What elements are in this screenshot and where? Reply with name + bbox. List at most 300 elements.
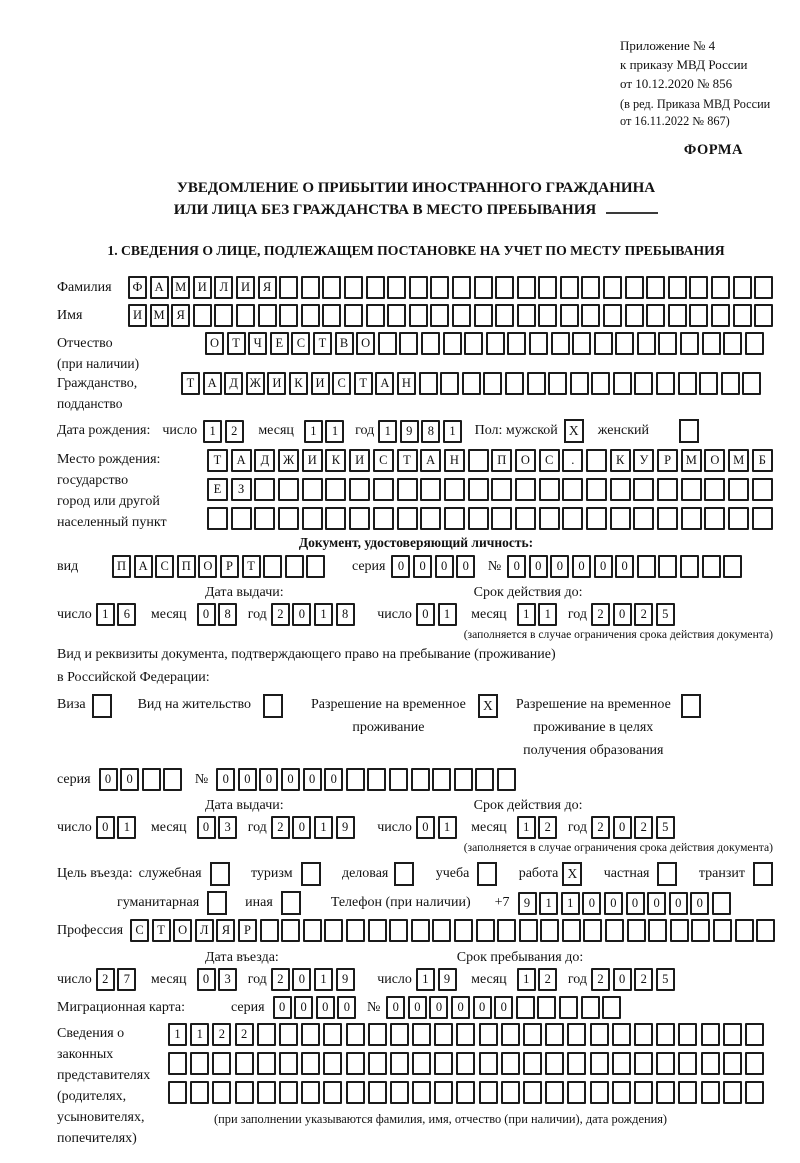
char-cell[interactable]: 0 — [613, 816, 632, 839]
char-cell[interactable] — [657, 478, 678, 501]
char-cell[interactable] — [668, 276, 687, 299]
char-cell[interactable] — [214, 304, 233, 327]
char-cell[interactable] — [723, 1052, 742, 1075]
char-cell[interactable]: Т — [354, 372, 373, 395]
char-cell[interactable] — [572, 332, 591, 355]
char-cell[interactable] — [434, 1023, 453, 1046]
char-cell[interactable] — [516, 996, 535, 1019]
char-cell[interactable]: 1 — [539, 892, 558, 915]
char-cell[interactable]: 0 — [647, 892, 666, 915]
char-cell[interactable] — [278, 507, 299, 530]
char-cell[interactable] — [397, 507, 418, 530]
char-cell[interactable] — [468, 449, 489, 472]
char-cell[interactable] — [668, 304, 687, 327]
char-cell[interactable] — [625, 304, 644, 327]
char-cell[interactable]: У — [633, 449, 654, 472]
char-cell[interactable]: 0 — [292, 603, 311, 626]
char-cell[interactable] — [752, 507, 773, 530]
char-cell[interactable] — [713, 919, 732, 942]
char-cell[interactable] — [456, 1052, 475, 1075]
char-cell[interactable]: 0 — [615, 555, 634, 578]
doc-kind-cells[interactable] — [112, 555, 328, 578]
doc-valid-month-cells[interactable] — [517, 603, 560, 626]
char-cell[interactable] — [301, 276, 320, 299]
char-cell[interactable] — [689, 276, 708, 299]
char-cell[interactable] — [190, 1052, 209, 1075]
char-cell[interactable]: 5 — [656, 603, 675, 626]
char-cell[interactable]: Т — [207, 449, 228, 472]
char-cell[interactable]: 2 — [634, 968, 653, 991]
char-cell[interactable]: 7 — [117, 968, 136, 991]
char-cell[interactable] — [658, 332, 677, 355]
char-cell[interactable] — [539, 507, 560, 530]
char-cell[interactable]: И — [267, 372, 286, 395]
char-cell[interactable] — [745, 332, 764, 355]
char-cell[interactable]: З — [231, 478, 252, 501]
char-cell[interactable]: 2 — [591, 603, 610, 626]
char-cell[interactable] — [545, 1081, 564, 1104]
char-cell[interactable]: Л — [214, 276, 233, 299]
char-cell[interactable]: С — [130, 919, 149, 942]
char-cell[interactable] — [263, 555, 282, 578]
char-cell[interactable]: П — [112, 555, 131, 578]
char-cell[interactable] — [411, 919, 430, 942]
char-cell[interactable]: Я — [216, 919, 235, 942]
char-cell[interactable]: П — [177, 555, 196, 578]
char-cell[interactable] — [497, 919, 516, 942]
char-cell[interactable]: 0 — [197, 968, 216, 991]
char-cell[interactable]: А — [203, 372, 222, 395]
purpose-work-checkbox[interactable]: X — [562, 862, 582, 886]
char-cell[interactable] — [678, 372, 697, 395]
char-cell[interactable] — [323, 1052, 342, 1075]
char-cell[interactable] — [409, 304, 428, 327]
char-cell[interactable] — [704, 507, 725, 530]
birthplace-row1-cells[interactable] — [207, 449, 776, 472]
char-cell[interactable] — [390, 1052, 409, 1075]
char-cell[interactable] — [279, 1052, 298, 1075]
char-cell[interactable] — [581, 276, 600, 299]
char-cell[interactable] — [723, 555, 742, 578]
char-cell[interactable]: 1 — [416, 968, 435, 991]
char-cell[interactable]: Л — [195, 919, 214, 942]
char-cell[interactable] — [257, 1023, 276, 1046]
char-cell[interactable]: 0 — [550, 555, 569, 578]
char-cell[interactable] — [434, 1081, 453, 1104]
char-cell[interactable] — [483, 372, 502, 395]
char-cell[interactable]: 1 — [538, 603, 557, 626]
char-cell[interactable]: 1 — [438, 816, 457, 839]
char-cell[interactable] — [302, 507, 323, 530]
char-cell[interactable]: Т — [152, 919, 171, 942]
char-cell[interactable] — [728, 478, 749, 501]
char-cell[interactable]: 1 — [517, 968, 536, 991]
migration-card-number-cells[interactable] — [386, 996, 624, 1019]
char-cell[interactable]: Н — [444, 449, 465, 472]
char-cell[interactable] — [560, 304, 579, 327]
char-cell[interactable]: Т — [397, 449, 418, 472]
char-cell[interactable] — [733, 276, 752, 299]
char-cell[interactable] — [479, 1052, 498, 1075]
char-cell[interactable] — [538, 276, 557, 299]
char-cell[interactable] — [702, 555, 721, 578]
purpose-private-checkbox[interactable] — [657, 862, 677, 886]
char-cell[interactable] — [711, 304, 730, 327]
char-cell[interactable] — [586, 478, 607, 501]
char-cell[interactable] — [474, 276, 493, 299]
char-cell[interactable]: 0 — [292, 968, 311, 991]
char-cell[interactable] — [637, 555, 656, 578]
char-cell[interactable]: Е — [207, 478, 228, 501]
char-cell[interactable] — [656, 1052, 675, 1075]
char-cell[interactable]: И — [302, 449, 323, 472]
char-cell[interactable] — [281, 919, 300, 942]
char-cell[interactable] — [523, 1023, 542, 1046]
char-cell[interactable]: 2 — [235, 1023, 254, 1046]
purpose-study-checkbox[interactable] — [477, 862, 497, 886]
char-cell[interactable]: И — [236, 276, 255, 299]
char-cell[interactable] — [387, 304, 406, 327]
char-cell[interactable]: О — [205, 332, 224, 355]
char-cell[interactable]: Р — [220, 555, 239, 578]
char-cell[interactable] — [539, 478, 560, 501]
char-cell[interactable] — [735, 919, 754, 942]
char-cell[interactable]: Я — [258, 276, 277, 299]
char-cell[interactable] — [279, 304, 298, 327]
char-cell[interactable] — [440, 372, 459, 395]
char-cell[interactable] — [562, 478, 583, 501]
char-cell[interactable]: 1 — [190, 1023, 209, 1046]
char-cell[interactable] — [691, 919, 710, 942]
char-cell[interactable] — [279, 276, 298, 299]
char-cell[interactable] — [723, 332, 742, 355]
char-cell[interactable]: 2 — [634, 816, 653, 839]
char-cell[interactable] — [646, 304, 665, 327]
char-cell[interactable]: 1 — [203, 420, 222, 443]
char-cell[interactable]: 1 — [314, 968, 333, 991]
char-cell[interactable] — [411, 768, 430, 791]
char-cell[interactable] — [301, 1023, 320, 1046]
char-cell[interactable]: 0 — [613, 603, 632, 626]
char-cell[interactable] — [462, 372, 481, 395]
char-cell[interactable]: 0 — [273, 996, 292, 1019]
birth-year-cells[interactable] — [378, 420, 464, 443]
char-cell[interactable] — [680, 332, 699, 355]
char-cell[interactable]: 0 — [238, 768, 257, 791]
char-cell[interactable] — [323, 1081, 342, 1104]
char-cell[interactable] — [538, 304, 557, 327]
char-cell[interactable] — [479, 1081, 498, 1104]
char-cell[interactable] — [603, 304, 622, 327]
char-cell[interactable]: Е — [270, 332, 289, 355]
char-cell[interactable] — [235, 1052, 254, 1075]
char-cell[interactable] — [567, 1023, 586, 1046]
char-cell[interactable] — [301, 1081, 320, 1104]
char-cell[interactable]: И — [128, 304, 147, 327]
char-cell[interactable] — [586, 507, 607, 530]
char-cell[interactable] — [678, 1023, 697, 1046]
residence-issue-month-cells[interactable] — [197, 816, 240, 839]
char-cell[interactable] — [231, 507, 252, 530]
char-cell[interactable] — [349, 507, 370, 530]
char-cell[interactable]: . — [562, 449, 583, 472]
purpose-official-checkbox[interactable] — [210, 862, 230, 886]
char-cell[interactable]: 0 — [456, 555, 475, 578]
char-cell[interactable]: 8 — [336, 603, 355, 626]
char-cell[interactable] — [612, 1081, 631, 1104]
doc-issue-day-cells[interactable] — [96, 603, 139, 626]
char-cell[interactable]: М — [728, 449, 749, 472]
char-cell[interactable] — [602, 996, 621, 1019]
char-cell[interactable] — [346, 919, 365, 942]
char-cell[interactable] — [378, 332, 397, 355]
char-cell[interactable] — [721, 372, 740, 395]
char-cell[interactable]: 3 — [218, 816, 237, 839]
char-cell[interactable]: 3 — [218, 968, 237, 991]
char-cell[interactable] — [322, 276, 341, 299]
birth-day-cells[interactable] — [203, 420, 246, 443]
char-cell[interactable]: 1 — [314, 603, 333, 626]
char-cell[interactable]: 2 — [212, 1023, 231, 1046]
char-cell[interactable] — [517, 276, 536, 299]
char-cell[interactable]: М — [681, 449, 702, 472]
char-cell[interactable]: О — [198, 555, 217, 578]
char-cell[interactable] — [610, 507, 631, 530]
char-cell[interactable] — [454, 919, 473, 942]
char-cell[interactable] — [657, 507, 678, 530]
char-cell[interactable] — [349, 478, 370, 501]
char-cell[interactable]: Ж — [246, 372, 265, 395]
char-cell[interactable] — [368, 919, 387, 942]
char-cell[interactable]: 1 — [517, 816, 536, 839]
char-cell[interactable] — [444, 507, 465, 530]
char-cell[interactable]: И — [193, 276, 212, 299]
char-cell[interactable]: Д — [254, 449, 275, 472]
char-cell[interactable]: Т — [181, 372, 200, 395]
char-cell[interactable]: 0 — [429, 996, 448, 1019]
char-cell[interactable] — [527, 372, 546, 395]
char-cell[interactable]: 0 — [572, 555, 591, 578]
char-cell[interactable] — [257, 1052, 276, 1075]
char-cell[interactable] — [468, 478, 489, 501]
residence-number-cells[interactable] — [216, 768, 518, 791]
char-cell[interactable]: 2 — [225, 420, 244, 443]
char-cell[interactable]: Т — [313, 332, 332, 355]
char-cell[interactable] — [399, 332, 418, 355]
char-cell[interactable]: 9 — [400, 420, 419, 443]
char-cell[interactable] — [519, 919, 538, 942]
char-cell[interactable] — [523, 1081, 542, 1104]
char-cell[interactable] — [254, 478, 275, 501]
sex-male-checkbox[interactable]: X — [564, 419, 584, 443]
char-cell[interactable] — [656, 1023, 675, 1046]
char-cell[interactable]: Д — [224, 372, 243, 395]
char-cell[interactable] — [515, 478, 536, 501]
char-cell[interactable]: 0 — [197, 816, 216, 839]
char-cell[interactable] — [625, 276, 644, 299]
char-cell[interactable]: Т — [227, 332, 246, 355]
char-cell[interactable] — [529, 332, 548, 355]
char-cell[interactable]: 1 — [304, 420, 323, 443]
char-cell[interactable] — [603, 276, 622, 299]
char-cell[interactable] — [497, 768, 516, 791]
char-cell[interactable] — [699, 372, 718, 395]
char-cell[interactable] — [648, 919, 667, 942]
purpose-transit-checkbox[interactable] — [753, 862, 773, 886]
visa-checkbox[interactable] — [92, 694, 112, 718]
representatives-row3-cells[interactable] — [168, 1081, 767, 1104]
char-cell[interactable] — [366, 276, 385, 299]
char-cell[interactable]: И — [349, 449, 370, 472]
char-cell[interactable] — [419, 372, 438, 395]
char-cell[interactable]: 1 — [561, 892, 580, 915]
char-cell[interactable] — [562, 919, 581, 942]
char-cell[interactable] — [432, 919, 451, 942]
char-cell[interactable] — [367, 768, 386, 791]
char-cell[interactable]: А — [420, 449, 441, 472]
char-cell[interactable] — [701, 1023, 720, 1046]
char-cell[interactable] — [723, 1023, 742, 1046]
char-cell[interactable]: 1 — [325, 420, 344, 443]
char-cell[interactable]: Б — [752, 449, 773, 472]
char-cell[interactable] — [712, 892, 731, 915]
char-cell[interactable] — [633, 507, 654, 530]
char-cell[interactable] — [412, 1052, 431, 1075]
char-cell[interactable]: 0 — [303, 768, 322, 791]
char-cell[interactable]: 0 — [416, 816, 435, 839]
char-cell[interactable] — [278, 478, 299, 501]
char-cell[interactable]: 0 — [99, 768, 118, 791]
char-cell[interactable] — [537, 996, 556, 1019]
char-cell[interactable]: 2 — [96, 968, 115, 991]
char-cell[interactable] — [701, 1081, 720, 1104]
char-cell[interactable] — [567, 1081, 586, 1104]
char-cell[interactable] — [368, 1023, 387, 1046]
char-cell[interactable] — [540, 919, 559, 942]
birthplace-row2-cells[interactable] — [207, 478, 776, 501]
char-cell[interactable] — [344, 304, 363, 327]
char-cell[interactable]: 0 — [435, 555, 454, 578]
char-cell[interactable] — [324, 919, 343, 942]
char-cell[interactable] — [754, 276, 773, 299]
char-cell[interactable]: С — [291, 332, 310, 355]
char-cell[interactable]: 0 — [416, 603, 435, 626]
profession-cells[interactable] — [130, 919, 778, 942]
entry-year-cells[interactable] — [271, 968, 357, 991]
char-cell[interactable] — [346, 1052, 365, 1075]
char-cell[interactable]: И — [311, 372, 330, 395]
char-cell[interactable] — [612, 1023, 631, 1046]
char-cell[interactable] — [258, 304, 277, 327]
char-cell[interactable]: 1 — [168, 1023, 187, 1046]
char-cell[interactable] — [559, 996, 578, 1019]
char-cell[interactable] — [507, 332, 526, 355]
char-cell[interactable] — [551, 332, 570, 355]
char-cell[interactable]: 0 — [582, 892, 601, 915]
char-cell[interactable] — [389, 768, 408, 791]
char-cell[interactable] — [505, 372, 524, 395]
purpose-humanitarian-checkbox[interactable] — [207, 891, 227, 915]
char-cell[interactable] — [432, 768, 451, 791]
char-cell[interactable]: 0 — [294, 996, 313, 1019]
char-cell[interactable]: П — [491, 449, 512, 472]
char-cell[interactable] — [301, 1052, 320, 1075]
char-cell[interactable] — [325, 478, 346, 501]
char-cell[interactable]: Р — [238, 919, 257, 942]
char-cell[interactable]: С — [332, 372, 351, 395]
char-cell[interactable]: 5 — [656, 968, 675, 991]
char-cell[interactable] — [523, 1052, 542, 1075]
doc-issue-month-cells[interactable] — [197, 603, 240, 626]
char-cell[interactable]: 0 — [120, 768, 139, 791]
char-cell[interactable] — [285, 555, 304, 578]
char-cell[interactable]: О — [356, 332, 375, 355]
char-cell[interactable] — [260, 919, 279, 942]
representatives-row2-cells[interactable] — [168, 1052, 767, 1075]
char-cell[interactable] — [711, 276, 730, 299]
char-cell[interactable] — [322, 304, 341, 327]
char-cell[interactable]: 1 — [443, 420, 462, 443]
char-cell[interactable] — [670, 919, 689, 942]
char-cell[interactable] — [627, 919, 646, 942]
doc-number-cells[interactable] — [507, 555, 745, 578]
char-cell[interactable] — [752, 478, 773, 501]
name-cells[interactable] — [128, 304, 776, 327]
char-cell[interactable] — [168, 1052, 187, 1075]
surname-cells[interactable] — [128, 276, 776, 299]
char-cell[interactable]: 0 — [337, 996, 356, 1019]
char-cell[interactable] — [491, 478, 512, 501]
purpose-tourism-checkbox[interactable] — [301, 862, 321, 886]
char-cell[interactable] — [389, 919, 408, 942]
char-cell[interactable] — [443, 332, 462, 355]
char-cell[interactable]: 0 — [594, 555, 613, 578]
char-cell[interactable] — [605, 919, 624, 942]
char-cell[interactable] — [745, 1052, 764, 1075]
char-cell[interactable]: К — [610, 449, 631, 472]
char-cell[interactable] — [479, 1023, 498, 1046]
char-cell[interactable] — [344, 276, 363, 299]
char-cell[interactable] — [742, 372, 761, 395]
char-cell[interactable]: 0 — [451, 996, 470, 1019]
entry-day-cells[interactable] — [96, 968, 139, 991]
char-cell[interactable] — [301, 304, 320, 327]
char-cell[interactable]: 0 — [690, 892, 709, 915]
char-cell[interactable] — [678, 1081, 697, 1104]
char-cell[interactable] — [325, 507, 346, 530]
char-cell[interactable]: Р — [657, 449, 678, 472]
char-cell[interactable] — [634, 1081, 653, 1104]
char-cell[interactable] — [590, 1081, 609, 1104]
char-cell[interactable]: Т — [242, 555, 261, 578]
char-cell[interactable]: 0 — [494, 996, 513, 1019]
char-cell[interactable]: 0 — [529, 555, 548, 578]
doc-series-cells[interactable] — [391, 555, 477, 578]
char-cell[interactable]: 1 — [117, 816, 136, 839]
char-cell[interactable] — [501, 1052, 520, 1075]
char-cell[interactable] — [591, 372, 610, 395]
stay-year-cells[interactable] — [591, 968, 677, 991]
char-cell[interactable]: Ж — [278, 449, 299, 472]
char-cell[interactable]: 0 — [473, 996, 492, 1019]
char-cell[interactable] — [545, 1023, 564, 1046]
char-cell[interactable]: 0 — [316, 996, 335, 1019]
char-cell[interactable] — [590, 1052, 609, 1075]
char-cell[interactable] — [366, 304, 385, 327]
char-cell[interactable]: С — [373, 449, 394, 472]
citizenship-cells[interactable] — [181, 372, 764, 395]
char-cell[interactable] — [421, 332, 440, 355]
